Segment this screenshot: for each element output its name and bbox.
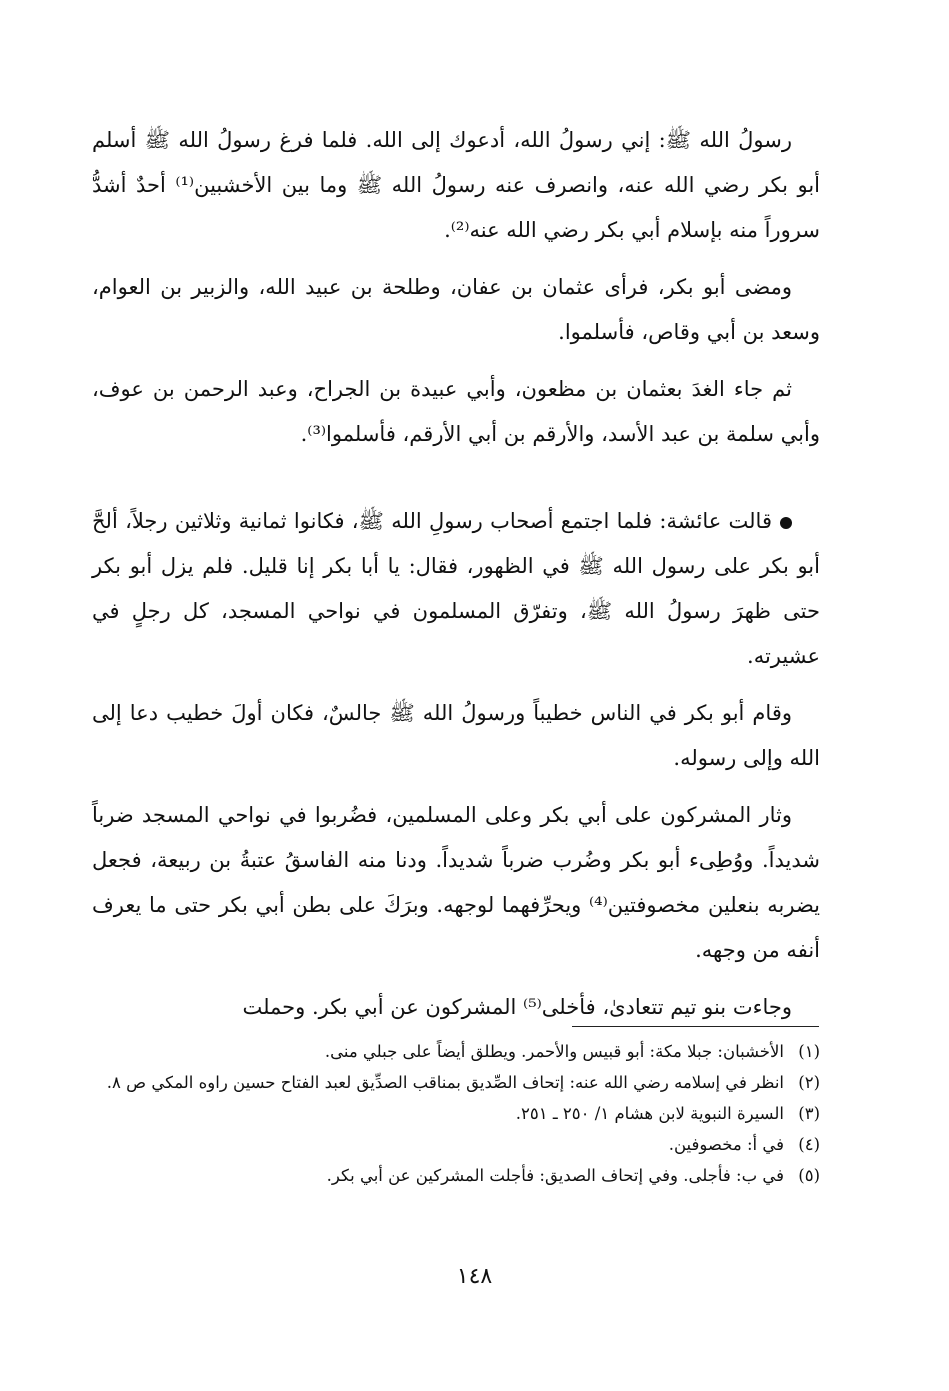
footnote-1 xyxy=(92,1036,820,1067)
footnotes xyxy=(92,1036,820,1191)
footnote-number: (٤) xyxy=(798,1135,820,1154)
footnote-4 xyxy=(92,1129,820,1160)
footnote-text: الأخشبان: جبلا مكة: أبو قبيس والأحمر. ويطلق أيضاً على جبلي منى. xyxy=(324,1042,784,1061)
footnote-number: (٣) xyxy=(798,1104,820,1123)
paragraph-7: وجاءت بنو تيم تتعادىٰ، فأخلى⁽⁵⁾ المشركون عن أبي بكر. وحملت xyxy=(242,995,792,1019)
paragraph-4-text: قالت عائشة: فلما اجتمع أصحاب رسولِ الله ﷺ، فكانوا ثمانية وثلاثين رجلاً، ألحَّ أبو بكر على رسول الله ﷺ في الظهور، فقال: يا أبا بكر إنا قليل. فلم يزل أبو بكر حتى ظهرَ رسولُ الله ﷺ، وتفرّق المسلمون في نواحي المسجد، كل رجلٍ في عشيرته. xyxy=(92,509,820,668)
paragraph-3: ثم جاء الغدَ بعثمان بن مظعون، وأبي عبيدة بن الجراح، وعبد الرحمن بن عوف، وأبي سلمة بن عبد الأسد، والأرقم بن أبي الأرقم، فأسلموا⁽³⁾. xyxy=(92,377,820,446)
footnote-text: انظر في إسلامه رضي الله عنه: إتحاف الصِّديق بمناقب الصدِّيق لعبد الفتاح حسين راوه المكي ص ٨. xyxy=(106,1073,784,1092)
footnote-2 xyxy=(92,1067,820,1098)
main-text xyxy=(92,118,820,1042)
footnote-text: في ب: فأجلى. وفي إتحاف الصديق: فأجلت المشركين عن أبي بكر. xyxy=(326,1166,784,1185)
footnote-number: (٢) xyxy=(798,1073,820,1092)
paragraph-2: ومضى أبو بكر، فرأى عثمان بن عفان، وطلحة بن عبيد الله، والزبير بن العوام، وسعد بن أبي وقاص، فأسلموا. xyxy=(92,275,820,344)
footnote-text: السيرة النبوية لابن هشام ١/ ٢٥٠ ـ ٢٥١. xyxy=(515,1104,784,1123)
footnote-number: (١) xyxy=(798,1042,820,1061)
paragraph-1: رسولُ الله ﷺ: إني رسولُ الله، أدعوك إلى الله. فلما فرغ رسولُ الله ﷺ أسلم أبو بكر رضي الله عنه، وانصرف عنه رسولُ الله ﷺ وما بين الأخشبين⁽¹⁾ أحدٌ أشدُّ سروراً منه بإسلام أبي بكر رضي الله عنه⁽²⁾. xyxy=(92,128,820,242)
paragraph-4 xyxy=(92,499,820,679)
footnote-text: في أ: مخصوفين. xyxy=(668,1135,784,1154)
paragraph-6: وثار المشركون على أبي بكر وعلى المسلمين، فضُربوا في نواحي المسجد ضرباً شديداً. ووُطِىء أبو بكر وضُرب ضرباً شديداً. ودنا منه الفاسقُ عتبةُ بن ربيعة، فجعل يضربه بنعلين مخصوفتين⁽⁴⁾ ويحرِّفهما لوجهه. وبرَكَ على بطن أبي بكر حتى ما يعرف أنفه من وجهه. xyxy=(92,803,820,962)
footnote-3 xyxy=(92,1098,820,1129)
page-number: ١٤٨ xyxy=(456,1264,493,1289)
footnote-divider xyxy=(572,1026,819,1027)
footnote-5 xyxy=(92,1160,820,1191)
footnote-number: (٥) xyxy=(798,1166,820,1185)
paragraph-5: وقام أبو بكر في الناس خطيباً ورسولُ الله ﷺ جالسٌ، فكان أولَ خطيب دعا إلى الله وإلى رسوله. xyxy=(92,701,820,770)
bullet-icon xyxy=(780,517,792,529)
